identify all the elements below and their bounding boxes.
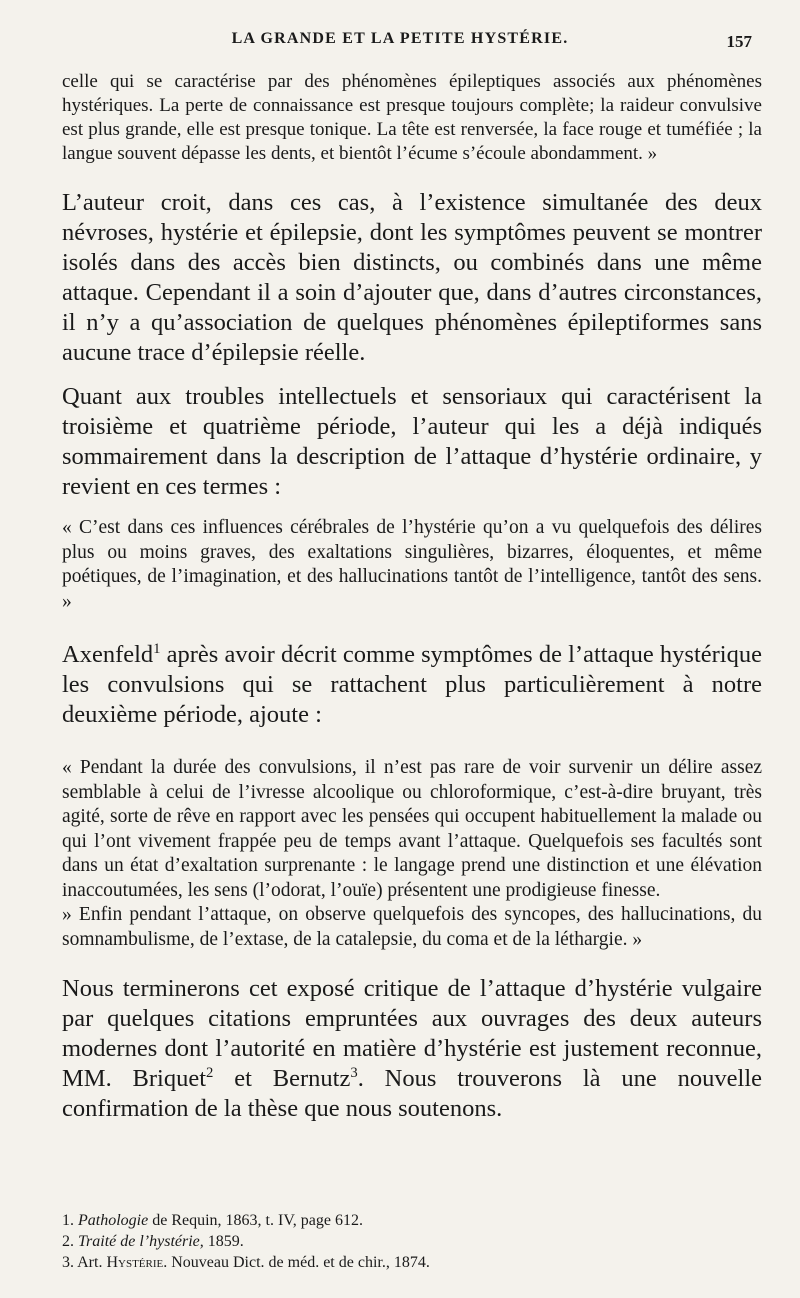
footnote-3-num: 3. bbox=[62, 1254, 74, 1271]
paragraph-quote-convulsions: « Pendant la durée des convulsions, il n’est pas rare de voir survenir un délire assez semblable à celui de l’ivresse alcoolique ou chloroformique, c’est-à-dire bruyant, très agité, sorte de rêve en rapport avec les pensées qui occupent habituellement la malade ou qui l’ont vivement frappée peu de temps avant l’attaque. Quelquefois ses facultés sont dans un état d’exaltation surprenante : le langage prend une distinction et une élévation inaccoutumées, les sens (l’odorat, l’ouïe) présentent une prodigieuse finesse. bbox=[62, 757, 762, 901]
axenfeld-rest: après avoir décrit comme symptômes de l’attaque hystérique les convulsions qui se rattachent plus particulièrement à notre deuxième période, ajoute : bbox=[62, 641, 762, 728]
paragraph-author-believes: L’auteur croit, dans ces cas, à l’existence simultanée des deux névroses, hystérie et épilepsie, dont les symptômes peuvent se montrer isolés dans des accès bien distincts, ou combinés dans une même attaque. Cependant il a soin d’ajouter que, dans d’autres circonstances, il n’y a qu’association de quelques phénomènes épileptiformes sans aucune trace d’épilepsie réelle. bbox=[62, 189, 762, 366]
page-number: 157 bbox=[726, 32, 752, 51]
footnote-1-num: 1. bbox=[62, 1212, 74, 1229]
paragraph-conclusion bbox=[62, 974, 762, 1124]
conclusion-part-b: et Bernutz bbox=[213, 1065, 351, 1092]
footnotes bbox=[62, 1210, 762, 1273]
footnote-3-article: Hystérie. bbox=[106, 1254, 168, 1271]
footnote-3-rest: Nouveau Dict. de méd. et de chir., 1874. bbox=[167, 1254, 430, 1271]
conclusion-part-c: . Nous trouverons là une nouvelle confirmation de la thèse que nous soutenons. bbox=[62, 1065, 762, 1122]
footnote-1-rest: de Requin, 1863, t. IV, page 612. bbox=[148, 1212, 364, 1229]
footnote-ref-3: 3 bbox=[350, 1064, 358, 1081]
page-header bbox=[0, 30, 800, 56]
paragraph-axenfeld bbox=[62, 640, 762, 730]
paragraph-quote-continuation: celle qui se caractérise par des phénomènes épileptiques associés aux phénomènes hystériques. La perte de connaissance est presque toujours complète; la raideur convulsive est plus grande, elle est presque tonique. La tête est renversée, la face rouge et tuméfiée ; la langue souvent dépasse les dents, et bientôt l’écume s’écoule abondamment. » bbox=[62, 71, 762, 164]
footnote-3-pre: Art. bbox=[74, 1254, 107, 1271]
footnote-3 bbox=[62, 1252, 762, 1273]
paragraph-intellectual-troubles: Quant aux troubles intellectuels et sensoriaux qui caractérisent la troisième et quatrième période, l’auteur qui les a déjà indiqués sommairement dans la description de l’attaque d’hystérie ordinaire, y revient en ces termes : bbox=[62, 383, 762, 500]
footnote-1-title: Pathologie bbox=[78, 1212, 149, 1229]
footnote-ref-2: 2 bbox=[206, 1064, 214, 1081]
footnote-1 bbox=[62, 1210, 762, 1231]
footnote-ref-1: 1 bbox=[153, 640, 161, 657]
running-title: LA GRANDE ET LA PETITE HYSTÉRIE. bbox=[231, 30, 569, 47]
paragraph-quote-cerebral-influences: « C’est dans ces influences cérébrales de l’hystérie qu’on a vu quelquefois des délires plus ou moins graves, des exaltations singulières, bizarres, éloquentes, et même poétiques, de l’imagination, et des hallucinations tantôt de l’intelligence, tantôt des sens. » bbox=[62, 517, 762, 612]
conclusion-part-a: Nous terminerons cet exposé critique de l’attaque d’hystérie vulgaire par quelques citations empruntées aux ouvrages des deux auteurs modernes dont l’autorité en matière d’hystérie est justement reconnue, MM. Briquet bbox=[62, 975, 762, 1092]
footnote-2 bbox=[62, 1231, 762, 1252]
axenfeld-name: Axenfeld bbox=[62, 641, 154, 668]
footnote-2-title: Traité de l’hystérie, bbox=[78, 1233, 204, 1250]
footnote-2-rest: 1859. bbox=[203, 1233, 244, 1250]
paragraph-quote-syncopes: » Enfin pendant l’attaque, on observe quelquefois des syncopes, des hallucinations, du somnambulisme, de l’extase, de la catalepsie, du coma et de la léthargie. » bbox=[62, 904, 762, 950]
page-body bbox=[62, 70, 762, 1124]
footnote-2-num: 2. bbox=[62, 1233, 74, 1250]
